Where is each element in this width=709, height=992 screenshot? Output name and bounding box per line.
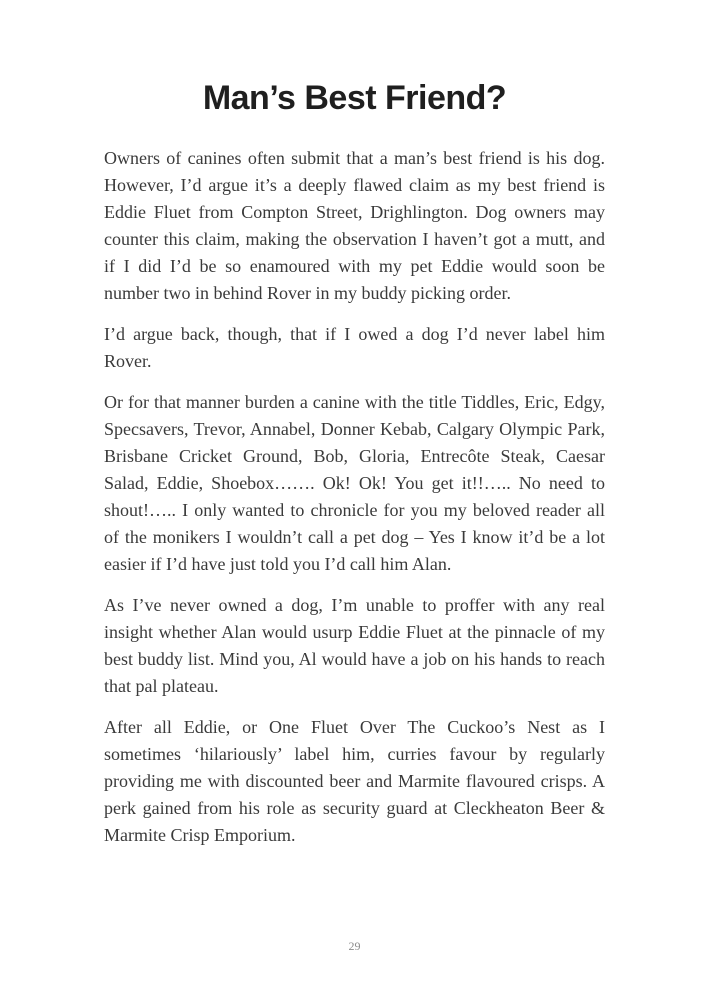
page-number: 29 [348, 939, 361, 953]
body-copy [104, 145, 605, 849]
paragraph: Owners of canines often submit that a man’s best friend is his dog. However, I’d argue it’s a deeply flawed claim as my best friend is Eddie Fluet from Compton Street, Drighlington. Dog owners may counter this claim, making the observation I haven’t got a mutt, and if I did I’d be so enamoured with my pet Eddie would soon be number two in behind Rover in my buddy picking order. [104, 147, 605, 303]
paragraph: I’d argue back, though, that if I owed a dog I’d never label him Rover. [104, 323, 605, 371]
paragraph: After all Eddie, or One Fluet Over The Cuckoo’s Nest as I sometimes ‘hilariously’ label him, curries favour by regularly providing me with discounted beer and Marmite flavoured crisps. A perk gained from his role as security guard at Cleckheaton Beer & Marmite Crisp Emporium. [104, 716, 605, 845]
paragraph: As I’ve never owned a dog, I’m unable to proffer with any real insight whether Alan would usurp Eddie Fluet at the pinnacle of my best buddy list. Mind you, Al would have a job on his hands to reach that pal plateau. [104, 594, 605, 696]
paragraph: Or for that manner burden a canine with the title Tiddles, Eric, Edgy, Specsavers, Trevor, Annabel, Donner Kebab, Calgary Olympic Park, Brisbane Cricket Ground, Bob, Gloria, Entrecôte Steak, Caesar Salad, Eddie, Shoebox……. Ok! Ok! You get it!!….. No need to shout!….. I only wanted to chronicle for you my beloved reader all of the monikers I wouldn’t call a pet dog – Yes I know it’d be a lot easier if I’d have just told you I’d call him Alan. [104, 391, 605, 574]
page-title: Man’s Best Friend? [202, 79, 507, 117]
